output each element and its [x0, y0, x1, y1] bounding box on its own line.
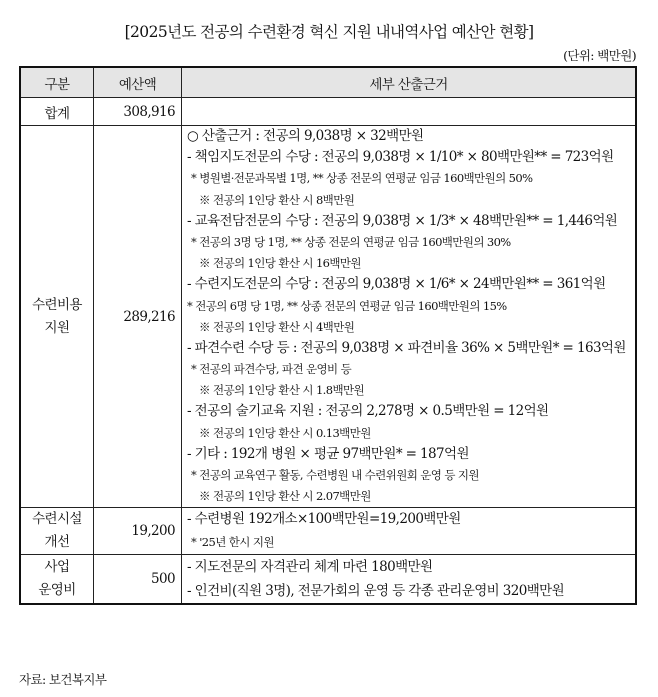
row-details	[182, 126, 637, 508]
header-category: 구분	[20, 67, 94, 98]
detail-line: - 수련지도전문의 수당 : 전공의 9,038명 × 1/6* × 24백만원** = 361억원	[187, 276, 606, 293]
detail-note: ※ 전공의 1인당 환산 시 1.8백만원	[199, 383, 364, 398]
row-category	[20, 508, 94, 555]
detail-line: ○ 산출근거 : 전공의 9,038명 × 32백만원	[187, 128, 424, 144]
category-line: 운영비	[38, 582, 76, 599]
table-row-facility	[20, 508, 636, 555]
category-line: 수련비용	[32, 296, 82, 313]
detail-line: - 파견수련 수당 등 : 전공의 9,038명 × 파견비율 36% × 5백만원* = 163억원	[187, 339, 626, 356]
detail-note: ※ 전공의 1인당 환산 시 0.13백만원	[199, 425, 371, 440]
detail-note: ※ 전공의 1인당 환산 시 8백만원	[199, 192, 355, 207]
detail-line: - 지도전문의 자격관리 체계 마련 180백만원	[187, 559, 433, 576]
detail-note: ※ 전공의 1인당 환산 시 2.07백만원	[199, 489, 371, 504]
table-row-training-cost	[20, 126, 636, 508]
header-details: 세부 산출근거	[182, 67, 637, 98]
detail-note: * '25년 한시 지원	[191, 535, 274, 550]
detail-note: * 전공의 6명 당 1명, ** 상종 전문의 연평균 임금 160백만원의 15%	[187, 298, 507, 313]
row-amount: 500	[94, 555, 182, 605]
header-amount: 예산액	[94, 67, 182, 98]
detail-note: * 전공의 3명 당 1명, ** 상종 전문의 연평균 임금 160백만원의 30%	[191, 234, 511, 249]
category-line: 지원	[44, 319, 70, 336]
category-line: 사업	[44, 559, 70, 576]
detail-note: * 전공의 교육연구 활동, 수련병원 내 수련위원회 운영 등 지원	[191, 468, 479, 482]
total-category: 합계	[20, 98, 94, 126]
detail-line: - 전공의 술기교육 지원 : 전공의 2,278명 × 0.5백만원 = 12억원	[187, 403, 549, 420]
table-title: [2025년도 전공의 수련환경 혁신 지원 내내역사업 예산안 현황]	[124, 23, 534, 41]
detail-line: - 수련병원 192개소×100백만원=19,200백만원	[187, 511, 461, 528]
table-row-operations	[20, 555, 636, 605]
budget-table	[19, 66, 637, 605]
row-details	[182, 555, 637, 605]
total-amount: 308,916	[94, 98, 182, 126]
row-category	[20, 126, 94, 508]
detail-note: ※ 전공의 1인당 환산 시 16백만원	[199, 256, 361, 271]
detail-note: * 병원별·전문과목별 1명, ** 상종 전문의 연평균 임금 160백만원의 50%	[191, 171, 533, 186]
detail-line: - 인건비(직원 3명), 전문가회의 운영 등 각종 관리운영비 320백만원	[187, 583, 565, 600]
category-line: 수련시설	[32, 511, 82, 528]
category-line: 개선	[44, 534, 70, 551]
total-row	[20, 98, 636, 126]
source-note: 자료: 보건복지부	[19, 672, 107, 687]
header-row	[20, 67, 636, 98]
row-category	[20, 555, 94, 605]
detail-line: - 교육전담전문의 수당 : 전공의 9,038명 × 1/3* × 48백만원** = 1,446억원	[187, 212, 618, 229]
detail-note: * 전공의 파견수당, 파견 운영비 등	[191, 362, 352, 377]
total-details	[182, 98, 637, 126]
row-amount: 289,216	[94, 126, 182, 508]
row-amount: 19,200	[94, 508, 182, 555]
row-details	[182, 508, 637, 555]
detail-line: - 책임지도전문의 수당 : 전공의 9,038명 × 1/10* × 80백만원** = 723억원	[187, 149, 614, 166]
detail-line: - 기타 : 192개 병원 × 평균 97백만원* = 187억원	[187, 445, 469, 462]
unit-label: (단위: 백만원)	[563, 48, 636, 63]
detail-note: ※ 전공의 1인당 환산 시 4백만원	[199, 319, 355, 334]
